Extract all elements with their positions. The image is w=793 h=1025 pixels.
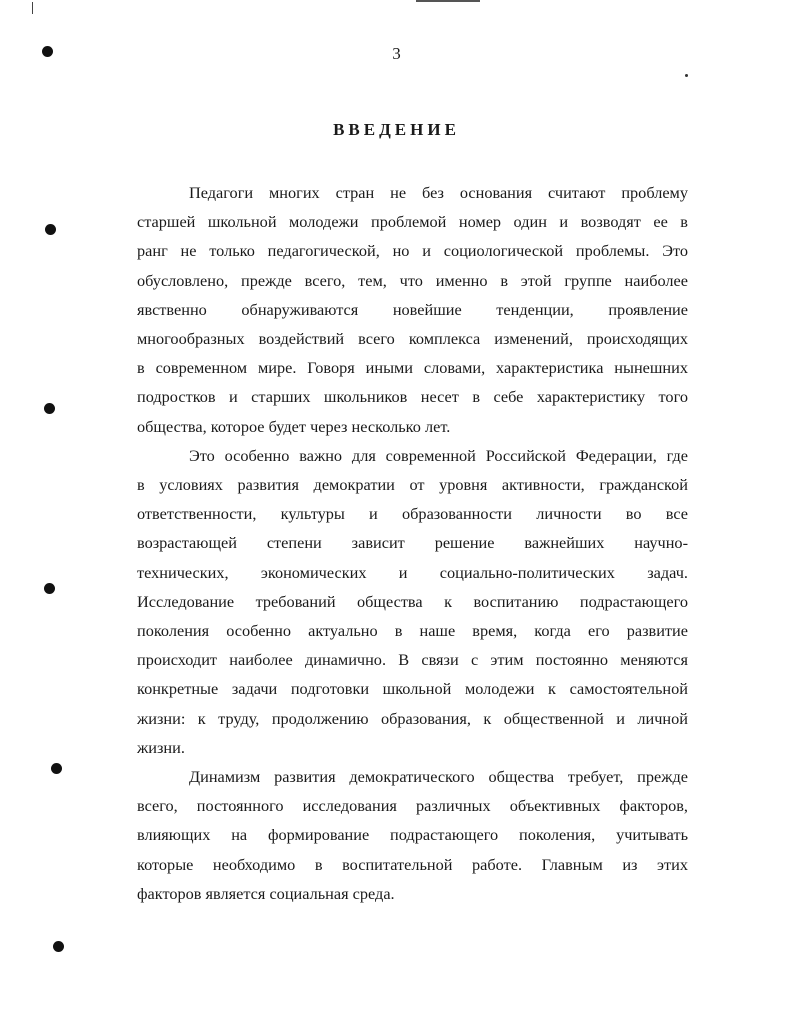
text-line: обусловлено, прежде всего, тем, что именно в этой группе наиболее bbox=[137, 270, 688, 290]
punch-hole bbox=[51, 763, 62, 774]
paragraph-1 bbox=[137, 178, 688, 441]
paragraph-2 bbox=[137, 441, 688, 762]
text-line: происходит наиболее динамично. В связи с этим постоянно меняются bbox=[137, 650, 688, 670]
punch-hole bbox=[44, 583, 55, 594]
body-text bbox=[137, 178, 688, 908]
text-line: факторов является социальная среда. bbox=[137, 883, 395, 903]
paragraph-3 bbox=[137, 762, 688, 908]
punch-hole bbox=[45, 224, 56, 235]
text-line: в современном мире. Говоря иными словами, характеристика нынешних bbox=[137, 358, 688, 378]
text-line: конкретные задачи подготовки школьной молодежи к самостоятельной bbox=[137, 679, 688, 699]
text-line: Динамизм развития демократического общества требует, прежде bbox=[189, 767, 688, 787]
text-line: технических, экономических и социально-политических задач. bbox=[137, 562, 688, 582]
text-line: Исследование требований общества к воспитанию подрастающего bbox=[137, 591, 688, 611]
text-line: Это особенно важно для современной Российской Федерации, где bbox=[189, 445, 688, 465]
text-line: Педагоги многих стран не без основания считают проблему bbox=[189, 183, 688, 202]
text-line: в условиях развития демократии от уровня активности, гражданской bbox=[137, 475, 688, 495]
text-line: влияющих на формирование подрастающего поколения, учитывать bbox=[137, 825, 688, 845]
text-line: многообразных воздействий всего комплекса изменений, происходящих bbox=[137, 329, 688, 349]
scan-speck bbox=[685, 74, 688, 77]
text-line: жизни. bbox=[137, 737, 185, 757]
scan-top-rule bbox=[416, 0, 480, 2]
text-line: поколения особенно актуально в наше время, когда его развитие bbox=[137, 621, 688, 641]
text-line: которые необходимо в воспитательной работе. Главным из этих bbox=[137, 854, 688, 874]
text-line: жизни: к труду, продолжению образования, к общественной и личной bbox=[137, 708, 688, 728]
text-line: ответственности, культуры и образованности личности во все bbox=[137, 504, 688, 524]
page-title: ВВЕДЕНИЕ bbox=[333, 120, 460, 139]
punch-hole bbox=[53, 941, 64, 952]
punch-hole bbox=[44, 403, 55, 414]
text-line: общества, которое будет через несколько лет. bbox=[137, 416, 451, 436]
text-line: всего, постоянного исследования различных объективных факторов, bbox=[137, 796, 688, 816]
text-line: подростков и старших школьников несет в себе характеристику того bbox=[137, 387, 688, 407]
page-number: 3 bbox=[392, 44, 401, 63]
text-line: ранг не только педагогической, но и социологической проблемы. Это bbox=[137, 241, 688, 261]
text-line: явственно обнаруживаются новейшие тенденции, проявление bbox=[137, 299, 688, 319]
text-line: старшей школьной молодежи проблемой номер один и возводят ее в bbox=[137, 212, 688, 232]
text-line: возрастающей степени зависит решение важнейших научно- bbox=[137, 533, 688, 553]
scan-top-tick bbox=[32, 2, 33, 14]
